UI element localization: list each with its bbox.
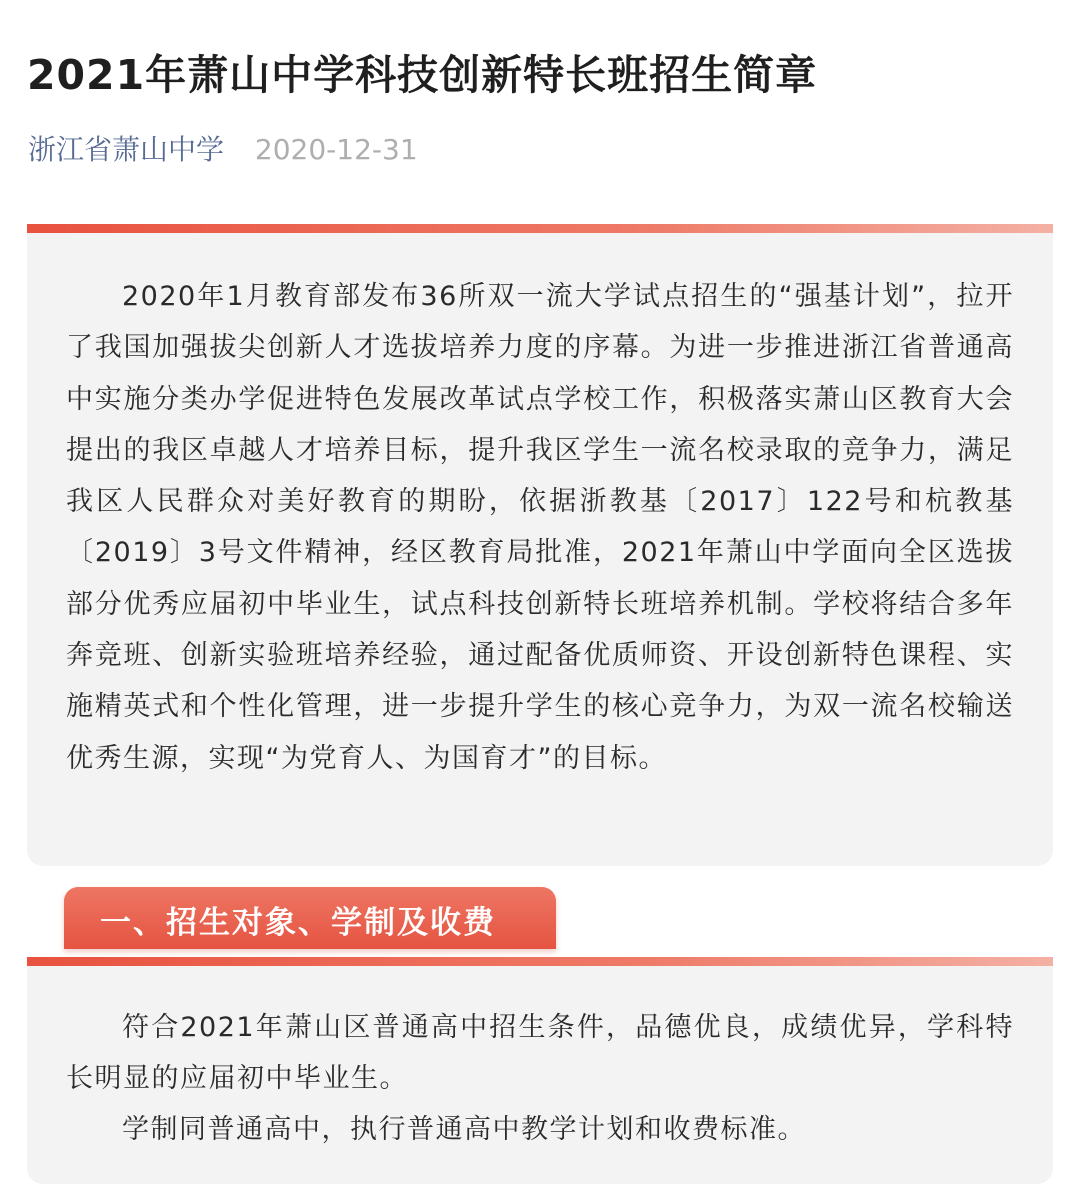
section-heading-tab — [64, 887, 556, 949]
intro-paragraph: 2020年1月教育部发布36所双一流大学试点招生的“强基计划”，拉开了我国加强拔尖创新人才选拔培养力度的序幕。为进一步推进浙江省普通高中实施分类办学促进特色发展改革试点学校工作，积极落实萧山区教育大会提出的我区卓越人才培养目标，提升我区学生一流名校录取的竞争力，满足我区人民群众对美好教育的期盼，依据浙教基〔2017〕122号和杭教基〔2019〕3号文件精神，经区教育局批准，2021年萧山中学面向全区选拔部分优秀应届初中毕业生，试点科技创新特长班培养机制。学校将结合多年奔竞班、创新实验班培养经验，通过配备优质师资、开设创新特色课程、实施精英式和个性化管理，进一步提升学生的核心竞争力，为双一流名校输送优秀生源，实现“为党育人、为国育才”的目标。 — [66, 281, 1014, 774]
section-heading-label: 一、招生对象、学制及收费 — [100, 905, 496, 941]
article-title: 2021年萧山中学科技创新特长班招生简章 — [27, 51, 818, 99]
author-link[interactable]: 浙江省萧山中学 — [28, 133, 225, 166]
section-paragraph: 学制同普通高中，执行普通高中教学计划和收费标准。 — [122, 1114, 806, 1145]
divider-bar — [27, 224, 1053, 233]
intro-card — [27, 233, 1053, 866]
section-paragraph: 符合2021年萧山区普通高中招生条件，品德优良，成绩优异，学科特长明显的应届初中毕业生。 — [66, 1012, 1014, 1095]
publish-date: 2020-12-31 — [254, 133, 418, 166]
section-divider-bar — [27, 957, 1053, 966]
section-card — [27, 966, 1053, 1184]
article-meta — [28, 128, 418, 168]
